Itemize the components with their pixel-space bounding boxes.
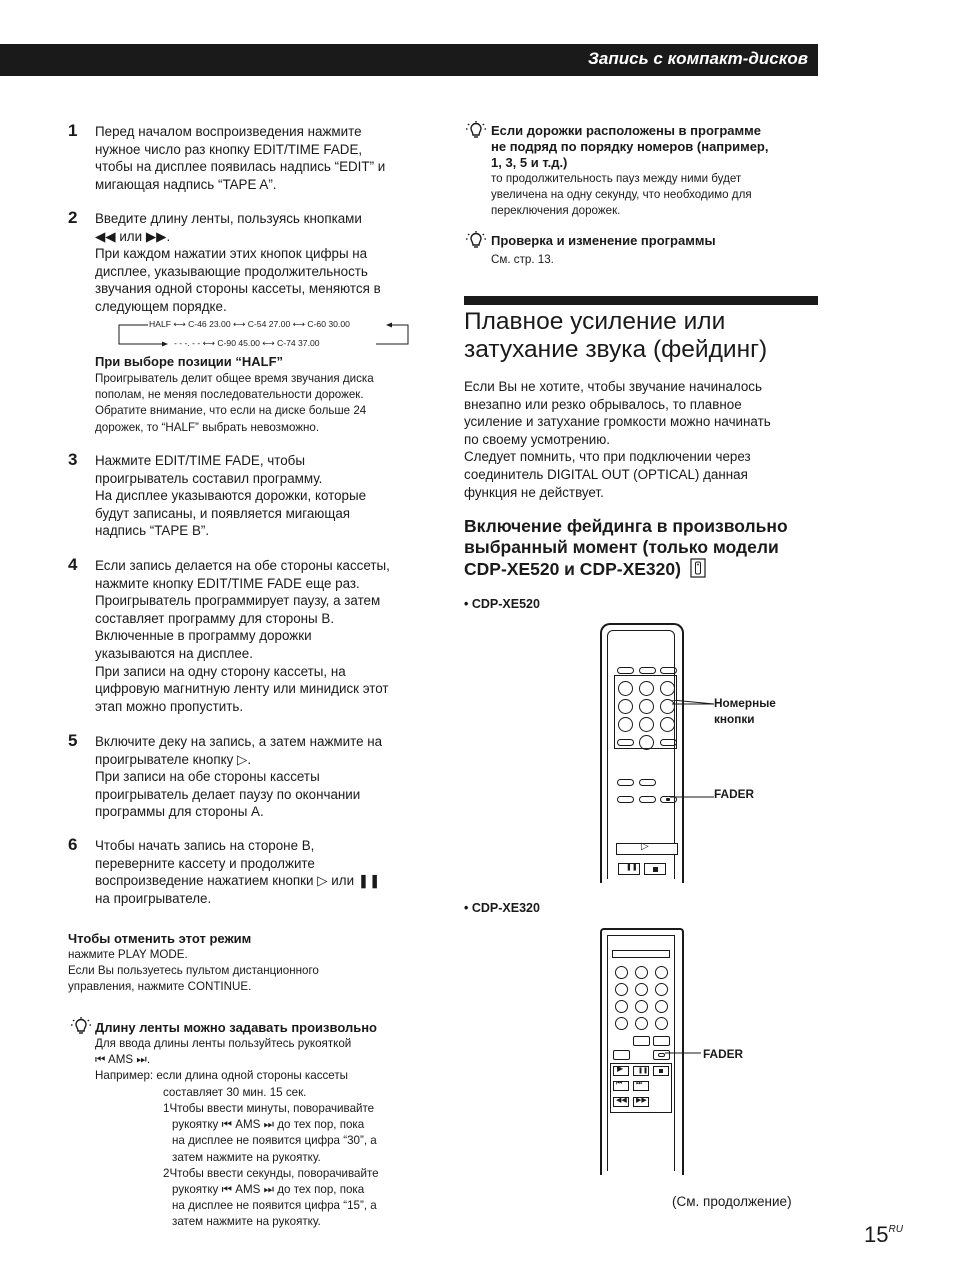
remote-button — [617, 796, 634, 803]
number-button[interactable] — [615, 1017, 628, 1030]
number-button[interactable] — [639, 681, 654, 696]
bidirectional-arrow-icon: ⟷ — [233, 319, 246, 329]
bidirectional-arrow-icon: ⟷ — [202, 338, 215, 348]
number-button[interactable] — [660, 681, 675, 696]
page-number: $15^{RU}$ — [864, 1222, 903, 1247]
play-icon: ▶ — [617, 1064, 624, 1073]
step-number: 3 — [68, 450, 78, 469]
number-button[interactable] — [618, 699, 633, 714]
stop-button[interactable] — [644, 863, 666, 875]
half-note: При выборе позиции “HALF” Проигрыватель делит общее время звучания диска пополам, не меняя последовательности дорожек. Обратите внимание, что если на диске больше 24 дорожек, то “HALF” выбрать невозможно. — [95, 354, 374, 434]
step-2-buttons-line: ◀◀ или ▶▶. — [95, 228, 171, 244]
header-bar — [0, 44, 818, 76]
tip-bulb-icon — [71, 1017, 91, 1037]
sequence-row-1: HALF ⟷ C-46 23.00 ⟷ C-54 27.00 ⟷ C-60 30.00 — [149, 319, 350, 329]
rewind-icon: ◀◀ — [616, 1097, 627, 1104]
ams-next-icon: ⏭ — [136, 1053, 147, 1067]
step-number: 5 — [68, 731, 78, 750]
ams-prev-button[interactable] — [613, 1081, 629, 1091]
model-label: • CDP-XE320 — [464, 901, 540, 915]
number-button[interactable] — [635, 1017, 648, 1030]
tip-bulb-icon — [466, 121, 486, 141]
sequence-row-2: - - -. - - ⟷ C-90 45.00 ⟷ C-74 37.00 — [174, 338, 320, 348]
fast-forward-icon: ▶▶ — [636, 1097, 647, 1104]
rewind-button[interactable] — [613, 1097, 629, 1107]
continued-note: (См. продолжение) — [672, 1194, 792, 1209]
number-button[interactable] — [639, 699, 654, 714]
number-button[interactable] — [615, 1000, 628, 1013]
remote-button — [613, 1050, 630, 1060]
remote-button — [653, 1036, 670, 1046]
number-button[interactable] — [618, 681, 633, 696]
section-rule — [464, 296, 818, 305]
number-button[interactable] — [615, 983, 628, 996]
pause-button[interactable] — [618, 863, 640, 875]
ams-prev-icon: ⏮ — [221, 1118, 233, 1132]
callout-lines — [670, 700, 718, 800]
step-1-text: Перед началом воспроизведения нажмите нужное число раз кнопку EDIT/TIME FADE, чтобы на дисплее появилась надпись “EDIT” и мигающая надпись “TAPE A”. — [95, 124, 386, 192]
ams-prev-icon: ⏮ — [616, 1080, 623, 1087]
cancel-section: Чтобы отменить этот режим нажмите PLAY MODE. Если Вы пользуетесь пультом дистанционного управления, нажмите CONTINUE. — [68, 931, 319, 994]
ams-next-icon: ⏭ — [263, 1118, 275, 1132]
pause-icon: ❚❚ — [638, 1068, 649, 1074]
play-button[interactable] — [613, 1066, 629, 1076]
play-button[interactable] — [616, 843, 678, 855]
play-icon: ▷ — [317, 873, 328, 889]
ams-next-icon: ⏭ — [636, 1080, 643, 1087]
number-buttons-label: Номерные кнопки — [714, 696, 776, 726]
remote-button — [633, 1036, 650, 1046]
callout-line — [665, 1050, 705, 1056]
stop-icon — [659, 1069, 663, 1073]
number-button[interactable] — [655, 1017, 668, 1030]
bidirectional-arrow-icon: ⟷ — [262, 338, 275, 348]
tape-length-sequence — [118, 316, 410, 350]
remote-button — [639, 779, 656, 786]
tip-check-program: Проверка и изменение программы См. стр. 13. — [491, 233, 716, 266]
ams-next-icon: ⏭ — [263, 1183, 275, 1197]
remote-button — [617, 667, 634, 674]
tip-bulb-icon — [466, 231, 486, 251]
fader-label: FADER — [714, 787, 754, 801]
step-number: 4 — [68, 555, 78, 574]
step-3-text: Нажмите EDIT/TIME FADE, чтобы проигрыватель составил программу. На дисплее указываются дорожки, которые будут записаны, и появляется мигающая надпись “TAPE B”. — [95, 453, 367, 539]
number-button[interactable] — [639, 735, 654, 750]
bidirectional-arrow-icon: ⟷ — [292, 319, 305, 329]
ams-prev-icon: ⏮ — [221, 1183, 233, 1197]
model-label: • CDP-XE520 — [464, 597, 540, 611]
header-title: Запись с компакт-дисков — [587, 49, 808, 68]
rewind-icon: ◀◀ — [95, 228, 116, 244]
tip-tape-length: Длину ленты можно задавать произвольно Для ввода длины ленты пользуйтесь рукояткой ⏮ AMS ⏭. Например: если длина одной стороны кассеты составляет 30 мин. 15 сек. — [95, 1020, 377, 1099]
step-number: 1 — [68, 121, 78, 140]
number-button[interactable] — [618, 717, 633, 732]
ams-next-button[interactable] — [633, 1081, 649, 1091]
play-icon: ▷ — [237, 751, 248, 767]
pause-icon: ❚❚ — [357, 873, 381, 889]
number-button[interactable] — [655, 983, 668, 996]
tip-substep-1: 1Чтобы ввести минуты, поворачивайте рукоятку ⏮ AMS ⏭ до тех пор, пока на дисплее не появится цифра “30”, а затем нажмите на рукоятку. 2Чтобы ввести секунды, поворачивайте рукоятку ⏮ AMS ⏭ до тех пор, пока на дисплее не появится цифра “15”, а затем нажмите на рукоятку. — [163, 1102, 379, 1229]
fader-mark-icon — [658, 1053, 665, 1057]
step-5-text: Включите деку на запись, а затем нажмите на проигрывателе кнопку ▷. При записи на обе стороны кассеты проигрыватель делает паузу по окончании программы для стороны A. — [95, 734, 383, 820]
step-6-text: Чтобы начать запись на стороне B, переверните кассету и продолжите воспроизведение нажатием кнопки ▷ или ❚❚ на проигрывателе. — [95, 838, 381, 906]
fader-label: FADER — [703, 1047, 743, 1061]
number-button[interactable] — [635, 1000, 648, 1013]
number-button[interactable] — [655, 1000, 668, 1013]
section-title: Плавное усиление или затухание звука (фейдинг) — [464, 308, 768, 363]
subsection-title: Включение фейдинга в произвольно выбранный момент (только модели CDP-XE520 и CDP-XE320) — [464, 516, 788, 579]
bidirectional-arrow-icon: ⟷ — [173, 319, 186, 329]
remote-button — [617, 739, 634, 746]
number-button[interactable] — [639, 717, 654, 732]
tip-program-order: Если дорожки расположены в программе не подряд по порядку номеров (например, 1, 3, 5 и т.д.) то продолжительность пауз между ними будет увеличена на одну секунду, что необходимо для переключения дорожек. — [491, 123, 769, 218]
remote-button — [617, 779, 634, 786]
number-button[interactable] — [615, 966, 628, 979]
remote-button — [660, 667, 677, 674]
fast-forward-button[interactable] — [633, 1097, 649, 1107]
stop-icon — [653, 867, 658, 872]
number-button[interactable] — [635, 966, 648, 979]
number-button[interactable] — [635, 983, 648, 996]
step-2-text: Введите длину ленты, пользуясь кнопками ◀◀ или ▶▶. При каждом нажатии этих кнопок цифры на дисплее, указывающие продолжительность звучания одной стороны кассеты, меняются в следующем порядке. — [95, 211, 381, 314]
pause-button[interactable] — [633, 1066, 649, 1076]
remote-button — [639, 796, 656, 803]
remote-control-icon — [690, 558, 706, 578]
remote-button — [639, 667, 656, 674]
fading-intro: Если Вы не хотите, чтобы звучание начиналось внезапно или резко обрывалось, то плавное усиление и затухание громкости можно начинать по своему усмотрению. Следует помнить, что при подключении через соединитель DIGITAL OUT (OPTICAL) данная функция не действует. — [464, 379, 771, 500]
step-number: 6 — [68, 835, 78, 854]
step-4-text: Если запись делается на обе стороны кассеты, нажмите кнопку EDIT/TIME FADE еще раз. Проигрыватель программирует паузу, а затем составляет программу для стороны B. Включенные в программу дорожки указываются на дисплее. При записи на одну сторону кассеты, на цифровую магнитную ленту или минидиск этот этап можно пропустить. — [95, 558, 390, 714]
ams-prev-icon: ⏮ — [95, 1053, 106, 1067]
number-button[interactable] — [655, 966, 668, 979]
pause-icon: ❚❚ — [626, 864, 638, 871]
play-icon: ▷ — [641, 841, 649, 852]
stop-button[interactable] — [653, 1066, 669, 1076]
step-number: 2 — [68, 208, 78, 227]
fast-forward-icon: ▶▶ — [145, 228, 167, 244]
